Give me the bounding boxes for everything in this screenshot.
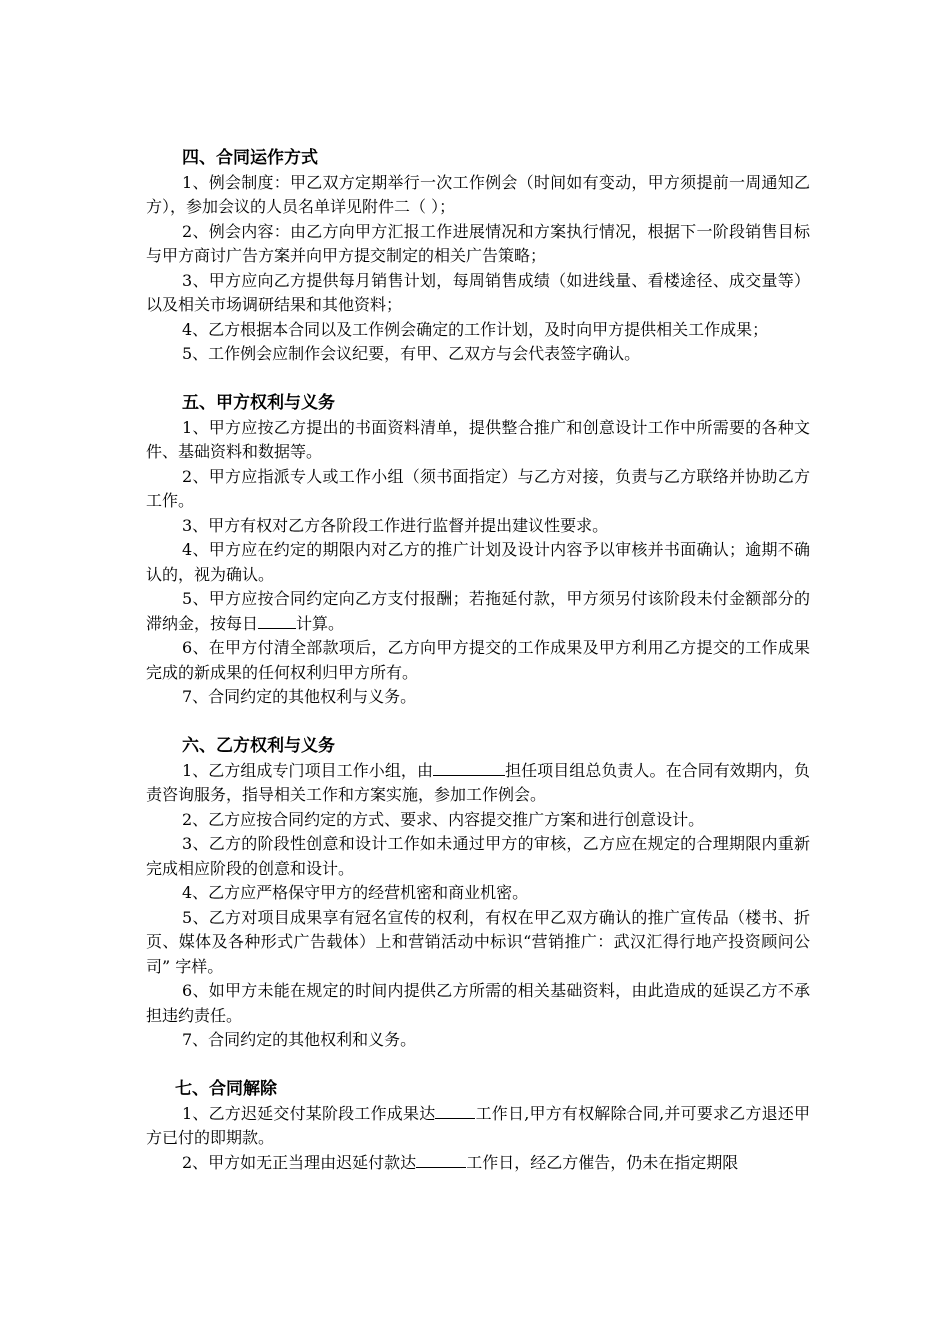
fill-in-blank (258, 612, 296, 629)
paragraph: 5、乙方对项目成果享有冠名宣传的权利，有权在甲乙双方确认的推广宣传品（楼书、折页、媒体及各种形式广告载体）上和营销活动中标识“营销推广：武汉汇得行地产投资顾问公司” 字样。 (146, 907, 810, 976)
paragraph: 3、甲方有权对乙方各阶段工作进行监督并提出建议性要求。 (182, 515, 609, 535)
section-party-b (146, 734, 810, 1053)
section-heading: 六、乙方权利与义务 (182, 736, 335, 756)
paragraph-text: 计算。 (296, 613, 345, 633)
paragraph: 7、合同约定的其他权利和义务。 (182, 1030, 417, 1049)
paragraph (146, 1151, 810, 1176)
section-termination (146, 1077, 810, 1175)
paragraph: 6、如甲方未能在规定的时间内提供乙方所需的相关基础资料，由此造成的延误乙方不承担违约责任。 (146, 981, 810, 1025)
section-heading: 七、合同解除 (175, 1079, 277, 1099)
fill-in-blank (433, 759, 505, 776)
paragraph: 4、乙方根据本合同以及工作例会确定的工作计划，及时向甲方提供相关工作成果； (182, 319, 769, 339)
document-body (146, 146, 810, 1200)
section-operation (146, 146, 810, 367)
paragraph: 4、乙方应严格保守甲方的经营机密和商业机密。 (182, 883, 529, 902)
paragraph: 2、甲方应指派专人或工作小组（须书面指定）与乙方对接，负责与乙方联络并协助乙方工作。 (146, 466, 810, 510)
paragraph: 2、例会内容：由乙方向甲方汇报工作进展情况和方案执行情况，根据下一阶段销售目标与甲方商讨广告方案并向甲方提交制定的相关广告策略； (146, 221, 810, 265)
paragraph: 3、甲方应向乙方提供每月销售计划，每周销售成绩（如进线量、看楼途径、成交量等）以及相关市场调研结果和其他资料； (146, 270, 810, 314)
section-heading: 五、甲方权利与义务 (182, 393, 335, 413)
paragraph (146, 1102, 810, 1151)
paragraph: 1、甲方应按乙方提出的书面资料清单，提供整合推广和创意设计工作中所需要的各种文件、基础资料和数据等。 (146, 417, 810, 461)
paragraph (146, 759, 810, 808)
paragraph: 1、例会制度：甲乙双方定期举行一次工作例会（时间如有变动，甲方须提前一周通知乙方），参加会议的人员名单详见附件二（ ）； (146, 172, 810, 216)
paragraph: 4、甲方应在约定的期限内对乙方的推广计划及设计内容予以审核并书面确认；逾期不确认的，视为确认。 (146, 540, 810, 584)
paragraph-text: 担任项目组总负责人。在合同有效期内，负责咨询服务，指导相关工作和方案实施，参加工作例会。 (146, 760, 810, 804)
paragraph: 6、在甲方付清全部款项后，乙方向甲方提交的工作成果及甲方利用乙方提交的工作成果完成的新成果的任何权利归甲方所有。 (146, 638, 810, 682)
paragraph (146, 587, 810, 636)
paragraph-text: 2、甲方如无正当理由迟延付款达 (182, 1152, 417, 1172)
fill-in-blank (416, 1151, 466, 1168)
paragraph: 3、乙方的阶段性创意和设计工作如未通过甲方的审核，乙方应在规定的合理期限内重新完成相应阶段的创意和设计。 (146, 834, 810, 878)
paragraph-text: 1、乙方组成专门项目工作小组，由 (182, 760, 434, 780)
paragraph-text: 工作日,甲方有权解除合同,并可要求乙方退还甲方已付的即期款。 (146, 1103, 810, 1147)
paragraph-text: 5、甲方应按合同约定向乙方支付报酬；若拖延付款，甲方须另付该阶段未付金额部分的滞纳金，按每日 (146, 589, 810, 633)
paragraph-text: 工作日，经乙方催告，仍未在指定期限 (466, 1152, 739, 1172)
paragraph-text: 1、乙方迟延交付某阶段工作成果达 (182, 1103, 436, 1123)
paragraph: 7、合同约定的其他权利与义务。 (182, 687, 417, 706)
section-party-a (146, 391, 810, 710)
paragraph: 5、工作例会应制作会议纪要，有甲、乙双方与会代表签字确认。 (182, 344, 641, 363)
section-heading: 四、合同运作方式 (182, 148, 318, 168)
fill-in-blank (435, 1102, 475, 1119)
paragraph: 2、乙方应按合同约定的方式、要求、内容提交推广方案和进行创意设计。 (182, 809, 705, 829)
